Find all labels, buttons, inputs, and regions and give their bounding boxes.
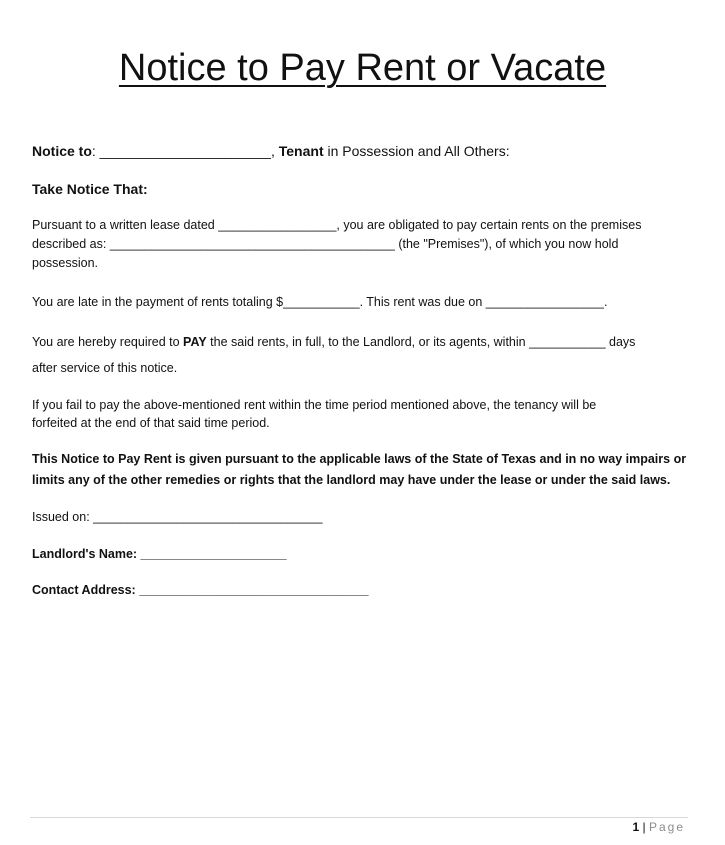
page-number: 1 [632,820,640,834]
notice-to-comma: , [270,143,279,159]
footer-separator: | [639,820,649,834]
take-notice-heading: Take Notice That: [32,181,148,197]
issued-on-field[interactable]: Issued on: _________________________________ [32,510,323,524]
tenant-label: Tenant [278,143,324,159]
tenant-name-blank[interactable]: ______________________ [99,143,271,159]
lease-paragraph-line-3: possession. [32,256,99,270]
page-label: Page [648,820,685,834]
notice-to-colon: : [91,143,100,159]
pay-requirement-post: the said rents, in full, to the Landlord, or its agents, within ___________ days [206,335,636,349]
notice-to-label: Notice to [32,143,92,159]
page-title: Notice to Pay Rent or Vacate [118,47,607,89]
late-payment-line: You are late in the payment of rents totaling $___________. This rent was due on _________________. [32,295,608,309]
lease-paragraph-line-2: described as: _________________________________________ (the "Premises"), of which you now hold [32,237,619,251]
lease-paragraph-line-1: Pursuant to a written lease dated _________________, you are obligated to pay certain rents on the premises [32,218,642,232]
pay-requirement-line-1 [32,333,635,351]
texas-law-line-2: limits any of the other remedies or rights that the landlord may have under the lease or under the said laws. [32,473,671,487]
contact-address-field[interactable]: Contact Address: _________________________________ [32,583,369,597]
page-footer [632,820,685,834]
forfeit-paragraph-line-1: If you fail to pay the above-mentioned rent within the time period mentioned above, the tenancy will be [32,398,597,412]
texas-law-line-1: This Notice to Pay Rent is given pursuant to the applicable laws of the State of Texas and in no way impairs or [32,452,687,466]
footer-divider [30,817,688,818]
forfeit-paragraph-line-2: forfeited at the end of that said time period. [32,416,270,430]
landlord-name-field[interactable]: Landlord's Name: _____________________ [32,547,287,561]
pay-emphasis: PAY [183,335,207,349]
pay-requirement-line-2: after service of this notice. [32,361,178,375]
notice-to-line [32,142,510,160]
notice-to-rest: in Possession and All Others: [323,143,510,159]
pay-requirement-pre: You are hereby required to [32,335,184,349]
